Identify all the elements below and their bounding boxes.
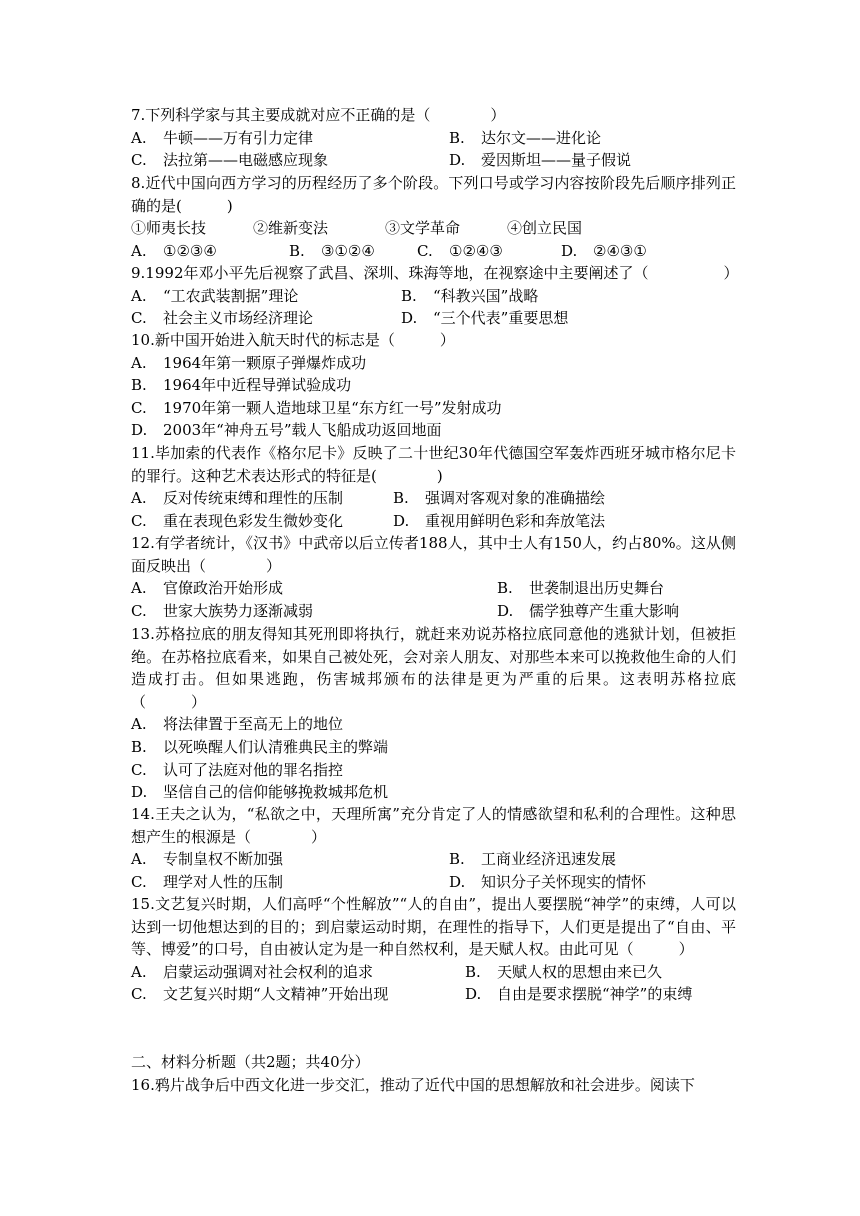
question-stem: 14.王夫之认为，“私欲之中，天理所寓”充分肯定了人的情感欲望和私利的合理性。这种思想产生的根源是（ ）	[131, 805, 736, 846]
list-item: ②维新变法	[253, 219, 329, 238]
question-9	[131, 262, 739, 330]
question-stem: 15.文艺复兴时期，人们高呼“个性解放”“人的自由”，提出人要摆脱“神学”的束缚，人可以达到一切他想达到的目的；到启蒙运动时期，在理性的指导下，人们更是提出了“自由、平等、博爱”的口号，自由被认定为是一种自然权利，是天赋人权。由此可见（ ）	[131, 895, 736, 959]
question-stem: 7.下列科学家与其主要成就对应不正确的是（ ）	[131, 106, 506, 124]
question-stem: 9.1992年邓小平先后视察了武昌、深圳、珠海等地，在视察途中主要阐述了（ ）	[131, 264, 739, 282]
question-14	[131, 803, 736, 893]
list-item: ④创立民国	[507, 219, 583, 238]
option-a: A. ①②③④	[131, 241, 217, 260]
option-c: C. 世家大族势力逐渐减弱	[131, 601, 314, 620]
option-a: A. 反对传统束缚和理性的压制	[131, 489, 344, 508]
option-c: C. ①②④③	[417, 241, 503, 260]
option-b: B. 以死唤醒人们认清雅典民主的弊端	[131, 737, 389, 756]
option-b: B. 强调对客观对象的准确描绘	[393, 489, 606, 508]
question-13	[131, 623, 736, 804]
option-a: A. 1964年第一颗原子弹爆炸成功	[131, 353, 367, 372]
question-16-stem: 16.鸦片战争后中西文化进一步交汇，推动了近代中国的思想解放和社会进步。阅读下	[131, 1076, 695, 1094]
option-b: B. 世袭制退出历史舞台	[497, 579, 665, 598]
option-c: C. 理学对人性的压制	[131, 872, 284, 891]
option-b: B. 1964年中近程导弹试验成功	[131, 376, 352, 395]
question-stem: 8.近代中国向西方学习的历程经历了多个阶段。下列口号或学习内容按阶段先后顺序排列正确的是( )	[131, 174, 736, 215]
option-a: A. 启蒙运动强调对社会权利的追求	[131, 962, 374, 981]
option-a: A. “工农武装割据”理论	[131, 286, 299, 305]
option-d: D. “三个代表”重要思想	[401, 309, 569, 328]
question-8	[131, 172, 736, 262]
list-item: ①师夷长技	[131, 219, 207, 238]
question-7	[131, 104, 736, 172]
option-d: D. 爱因斯坦——量子假说	[449, 151, 632, 170]
option-c: C. 重在表现色彩发生微妙变化	[131, 511, 344, 530]
option-d: D. 自由是要求摆脱“神学”的束缚	[465, 985, 693, 1004]
question-11	[131, 442, 736, 532]
option-d: D. ②④③①	[561, 241, 647, 260]
list-item: ③文学革命	[385, 219, 461, 238]
option-b: B. “科教兴国”战略	[401, 286, 539, 305]
question-stem: 11.毕加索的代表作《格尔尼卡》反映了二十世纪30年代德国空军轰炸西班牙城市格尔尼卡的罪行。这种艺术表达形式的特征是( )	[131, 444, 736, 485]
question-stem: 12.有学者统计，《汉书》中武帝以后立传者188人，其中士人有150人，约占80%。这从侧面反映出（ ）	[131, 534, 736, 575]
section-title: 二、材料分析题（共2题；共40分）	[131, 1053, 370, 1071]
option-c: C. 法拉第——电磁感应现象	[131, 151, 329, 170]
option-c: C. 1970年第一颗人造地球卫星“东方红一号”发射成功	[131, 398, 502, 417]
question-12	[131, 532, 736, 622]
question-15	[131, 893, 736, 1006]
option-d: D. 知识分子关怀现实的情怀	[449, 872, 647, 891]
option-d: D. 儒学独尊产生重大影响	[497, 601, 680, 620]
option-c: C. 文艺复兴时期“人文精神”开始出现	[131, 985, 389, 1004]
option-a: A. 将法律置于至高无上的地位	[131, 715, 344, 734]
option-a: A. 牛顿——万有引力定律	[131, 128, 314, 147]
question-stem: 13.苏格拉底的朋友得知其死刑即将执行，就赶来劝说苏格拉底同意他的逃狱计划，但被拒绝。在苏格拉底看来，如果自己被处死，会对亲人朋友、对那些本来可以挽救他生命的人们造成打击。但如果逃跑，伤害城邦颁布的法律是更为严重的后果。这表明苏格拉底（ ）	[131, 625, 736, 711]
option-d: D. 重视用鲜明色彩和奔放笔法	[393, 511, 606, 530]
option-b: B. 工商业经济迅速发展	[449, 850, 617, 869]
option-c: C. 认可了法庭对他的罪名指控	[131, 760, 344, 779]
option-a: A. 专制皇权不断加强	[131, 850, 284, 869]
question-stem: 10.新中国开始进入航天时代的标志是（ ）	[131, 331, 455, 349]
option-b: B. 达尔文——进化论	[449, 128, 602, 147]
option-b: B. 天赋人权的思想由来已久	[465, 962, 663, 981]
option-c: C. 社会主义市场经济理论	[131, 309, 314, 328]
option-b: B. ③①②④	[289, 241, 375, 260]
option-a: A. 官僚政治开始形成	[131, 579, 284, 598]
question-10	[131, 329, 736, 442]
option-d: D. 2003年“神舟五号”载人飞船成功返回地面	[131, 421, 442, 440]
option-d: D. 坚信自己的信仰能够挽救城邦危机	[131, 783, 389, 802]
